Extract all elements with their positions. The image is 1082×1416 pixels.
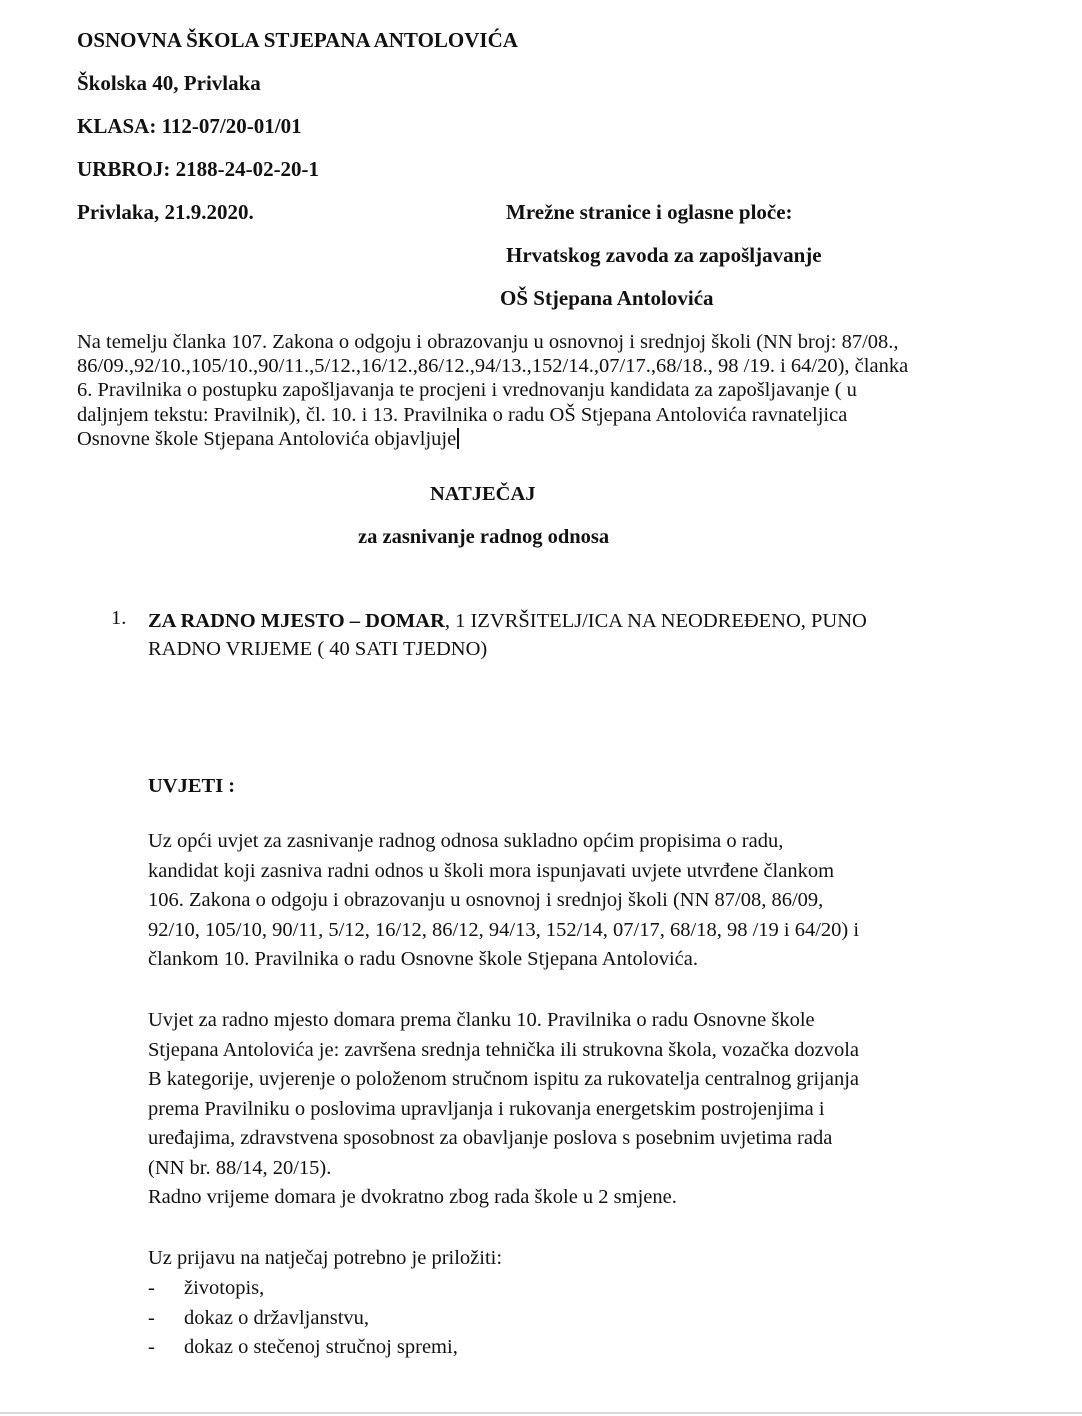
paragraph-line: 106. Zakona o odgoju i obrazovanju u osnovnoj i srednjoj školi (NN 87/08, 86/09, bbox=[148, 889, 824, 911]
paragraph-line: (NN br. 88/14, 20/15). bbox=[148, 1156, 332, 1179]
intro-line: 86/09.,92/10.,105/10.,90/11.,5/12.,16/12.,86/12.,94/13.,152/14.,07/17.,68/18., 98 /19. i 64/20), članka bbox=[77, 355, 909, 378]
intro-line: 6. Pravilnika o postupku zapošljavanja te procjeni i vrednovanju kandidata za zapošljavanje ( u bbox=[77, 379, 857, 402]
school-name: OSNOVNA ŠKOLA STJEPANA ANTOLOVIĆA bbox=[77, 28, 518, 52]
text-cursor bbox=[457, 428, 459, 449]
list-item-text: dokaz o državljanstvu, bbox=[184, 1306, 370, 1329]
intro-paragraph bbox=[77, 330, 1067, 451]
conditions-heading: UVJETI : bbox=[148, 775, 236, 797]
klasa: KLASA: 112-07/20-01/01 bbox=[77, 114, 302, 138]
paragraph-line: Stjepana Antolovića je: završena srednja tehnička ili strukovna škola, vozačka dozvola bbox=[148, 1038, 859, 1061]
recipients-title: Mrežne stranice i oglasne ploče: bbox=[506, 200, 793, 224]
document-subtitle: za zasnivanje radnog odnosa bbox=[358, 526, 610, 548]
place-date: Privlaka, 21.9.2020. bbox=[77, 200, 254, 224]
recipient-hzz: Hrvatskog zavoda za zapošljavanje bbox=[506, 243, 822, 267]
paragraph-line: Uz opći uvjet za zasnivanje radnog odnosa sukladno općim propisima o radu, bbox=[148, 830, 784, 852]
list-bullet: - bbox=[148, 1277, 155, 1299]
intro-line: Na temelju članka 107. Zakona o odgoju i obrazovanju u osnovnoj i srednjoj školi (NN broj: 87/08., bbox=[77, 331, 899, 353]
position-item bbox=[148, 607, 978, 663]
list-bullet: - bbox=[148, 1336, 155, 1358]
paragraph-line: Uvjet za radno mjesto domara prema članku 10. Pravilnika o radu Osnovne škole bbox=[148, 1009, 815, 1031]
list-bullet: - bbox=[148, 1306, 155, 1329]
intro-line: daljnjem tekstu: Pravilnik), čl. 10. i 13. Pravilnika o radu OŠ Stjepana Antolovića ravnateljica bbox=[77, 403, 848, 426]
paragraph-line: člankom 10. Pravilnika o radu Osnovne škole Stjepana Antolovića. bbox=[148, 948, 698, 970]
school-address: Školska 40, Privlaka bbox=[77, 71, 261, 95]
position-details-line2: RADNO VRIJEME ( 40 SATI TJEDNO) bbox=[148, 638, 488, 660]
paragraph-line: 92/10, 105/10, 90/11, 5/12, 16/12, 86/12, 94/13, 152/14, 07/17, 68/18, 98 /19 i 64/20) i bbox=[148, 918, 860, 941]
position-details: , 1 IZVRŠITELJ/ICA NA NEODREĐENO, PUNO bbox=[444, 610, 867, 632]
paragraph-line: Radno vrijeme domara je dvokratno zbog rada škole u 2 smjene. bbox=[148, 1186, 677, 1208]
item-number: 1. bbox=[111, 607, 127, 629]
attachments-intro: Uz prijavu na natječaj potrebno je priložiti: bbox=[148, 1247, 503, 1269]
list-item bbox=[148, 1304, 458, 1334]
recipient-school: OŠ Stjepana Antolovića bbox=[500, 286, 714, 310]
urbroj: URBROJ: 2188-24-02-20-1 bbox=[77, 157, 320, 181]
document-title: NATJEČAJ bbox=[430, 483, 536, 505]
list-item-text: životopis, bbox=[184, 1277, 265, 1299]
intro-line: Osnovne škole Stjepana Antolovića objavljuje bbox=[77, 427, 457, 450]
conditions-paragraph-1 bbox=[148, 827, 1018, 975]
list-item bbox=[148, 1333, 458, 1363]
paragraph-line: uređajima, zdravstvena sposobnost za obavljanje poslova s posebnim uvjetima rada bbox=[148, 1127, 833, 1149]
paragraph-line: B kategorije, uvjerenje o položenom stručnom ispitu za rukovatelja centralnog grijanja bbox=[148, 1068, 860, 1090]
list-item bbox=[148, 1274, 458, 1304]
paragraph-line: kandidat koji zasniva radni odnos u školi mora ispunjavati uvjete utvrđene člankom bbox=[148, 859, 835, 882]
list-item-text: dokaz o stečenoj stručnoj spremi, bbox=[184, 1336, 458, 1358]
page-bottom-divider bbox=[0, 1412, 1082, 1414]
attachments-list bbox=[148, 1274, 458, 1363]
conditions-paragraph-2 bbox=[148, 1006, 1018, 1213]
paragraph-line: prema Pravilniku o poslovima upravljanja i rukovanja energetskim postrojenjima i bbox=[148, 1097, 825, 1120]
position-title: ZA RADNO MJESTO – DOMAR bbox=[148, 610, 445, 632]
